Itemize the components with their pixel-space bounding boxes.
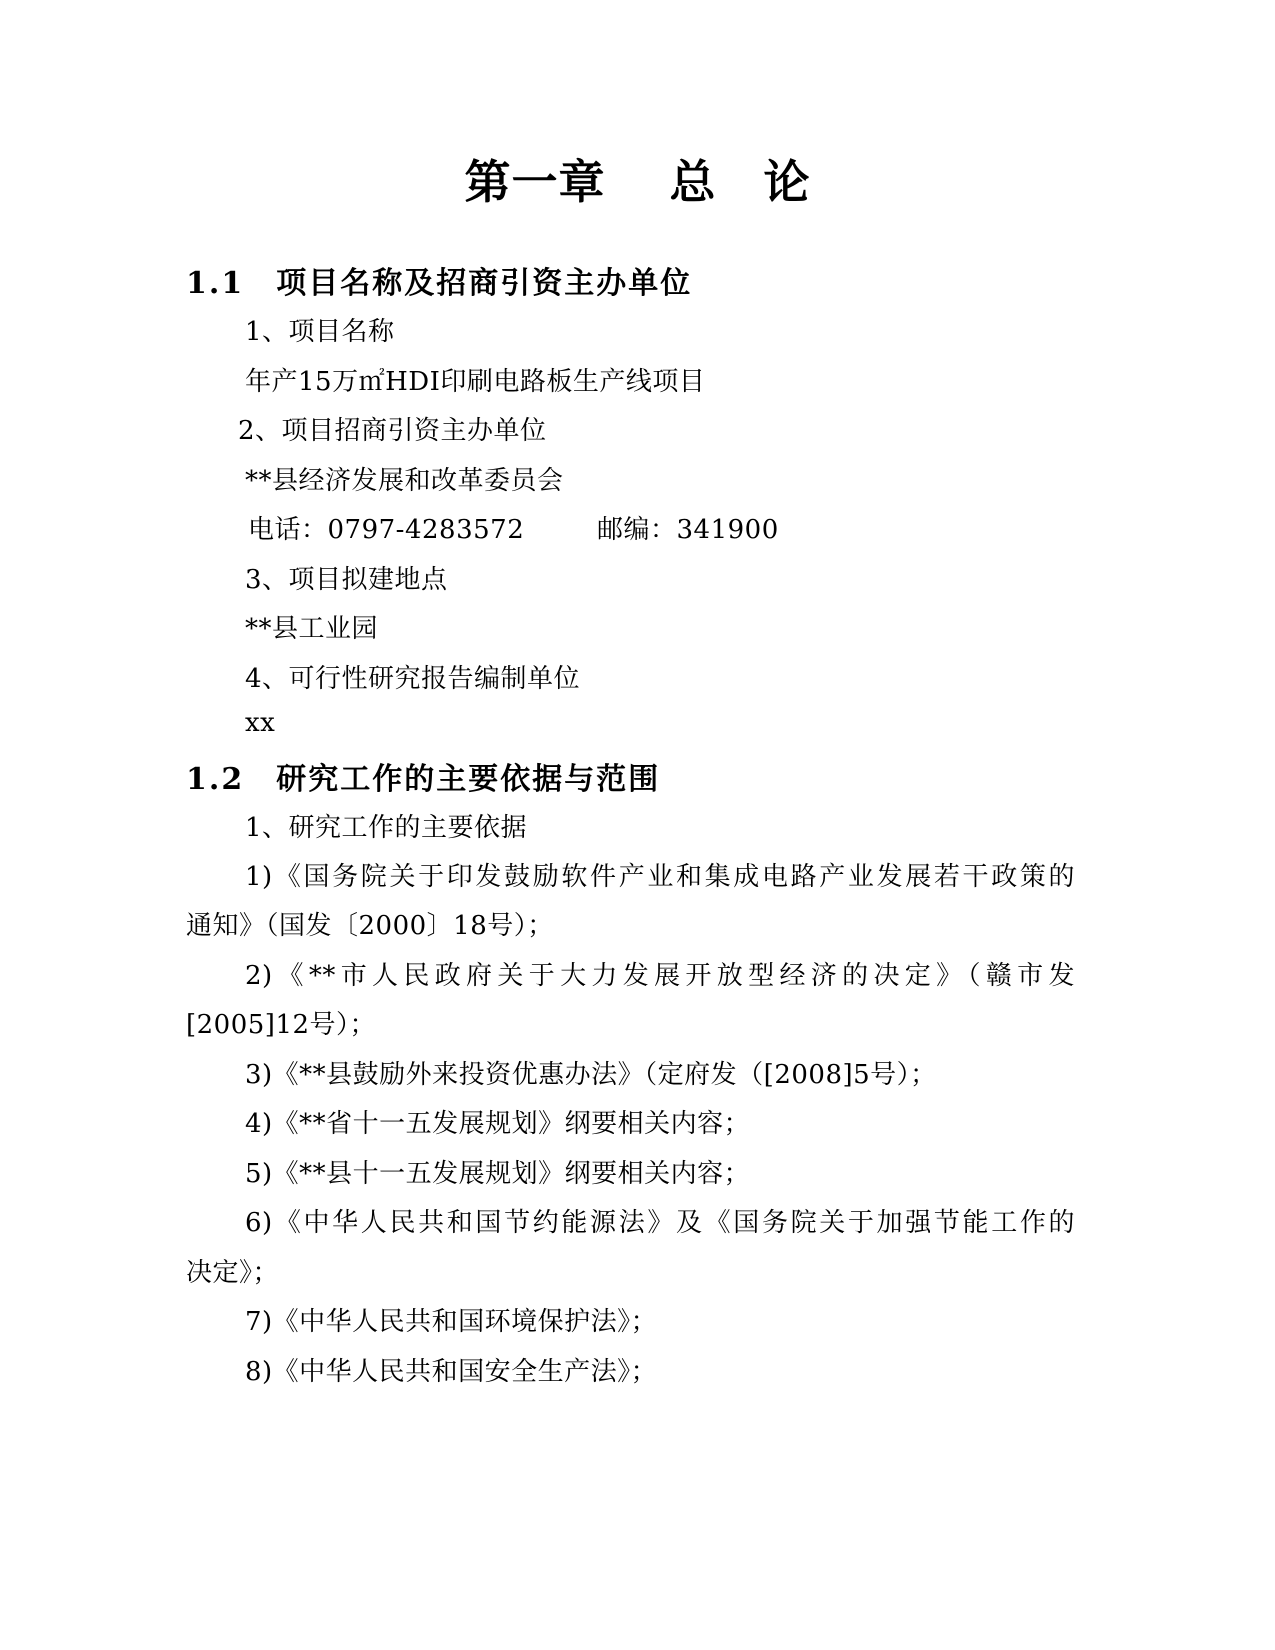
item-location-label: 3、项目拟建地点 xyxy=(245,565,448,595)
reference-6-line-1: 6)《中华人民共和国节约能源法》及《国务院关于加强节能工作的 xyxy=(245,1208,1075,1238)
postcode-label: 邮编： xyxy=(597,515,677,545)
reference-7: 7)《中华人民共和国环境保护法》； xyxy=(245,1307,658,1337)
contact-line xyxy=(248,509,524,546)
section-heading-1-2: 1.2 研究工作的主要依据与范围 xyxy=(186,762,661,797)
item-project-name-value: 年产15万㎡HDI印刷电路板生产线项目 xyxy=(245,367,706,397)
item-sponsor-value: **县经济发展和改革委员会 xyxy=(245,466,564,496)
item-project-name-label: 1、项目名称 xyxy=(245,317,395,347)
chapter-title: 第一章 总 论 xyxy=(464,155,811,209)
reference-2-line-1: 2)《**市人民政府关于大力发展开放型经济的决定》（赣市发 xyxy=(245,961,1075,991)
reference-1-line-1: 1)《国务院关于印发鼓励软件产业和集成电路产业发展若干政策的 xyxy=(245,862,1075,892)
reference-8: 8)《中华人民共和国安全生产法》； xyxy=(245,1357,658,1387)
postcode-line xyxy=(597,509,779,546)
section-heading-1-1: 1.1 项目名称及招商引资主办单位 xyxy=(186,266,693,301)
phone-label: 电话： xyxy=(248,515,328,545)
item-report-author-label: 4、可行性研究报告编制单位 xyxy=(245,664,581,694)
reference-4: 4)《**省十一五发展规划》纲要相关内容； xyxy=(245,1109,751,1139)
item-location-value: **县工业园 xyxy=(245,614,379,644)
reference-1-line-2: 通知》（国发〔2000〕18号）； xyxy=(186,911,554,941)
phone-value: 0797-4283572 xyxy=(327,515,525,545)
reference-2-line-2: [2005]12号）； xyxy=(186,1010,377,1040)
item-report-author-value: xx xyxy=(245,708,276,738)
reference-5: 5)《**县十一五发展规划》纲要相关内容； xyxy=(245,1159,751,1189)
item-sponsor-label: 2、项目招商引资主办单位 xyxy=(238,416,547,446)
basis-label: 1、研究工作的主要依据 xyxy=(245,813,528,843)
reference-3: 3)《**县鼓励外来投资优惠办法》（定府发（[2008]5号）； xyxy=(245,1060,937,1090)
postcode-value: 341900 xyxy=(676,515,779,545)
reference-6-line-2: 决定》； xyxy=(186,1258,280,1288)
